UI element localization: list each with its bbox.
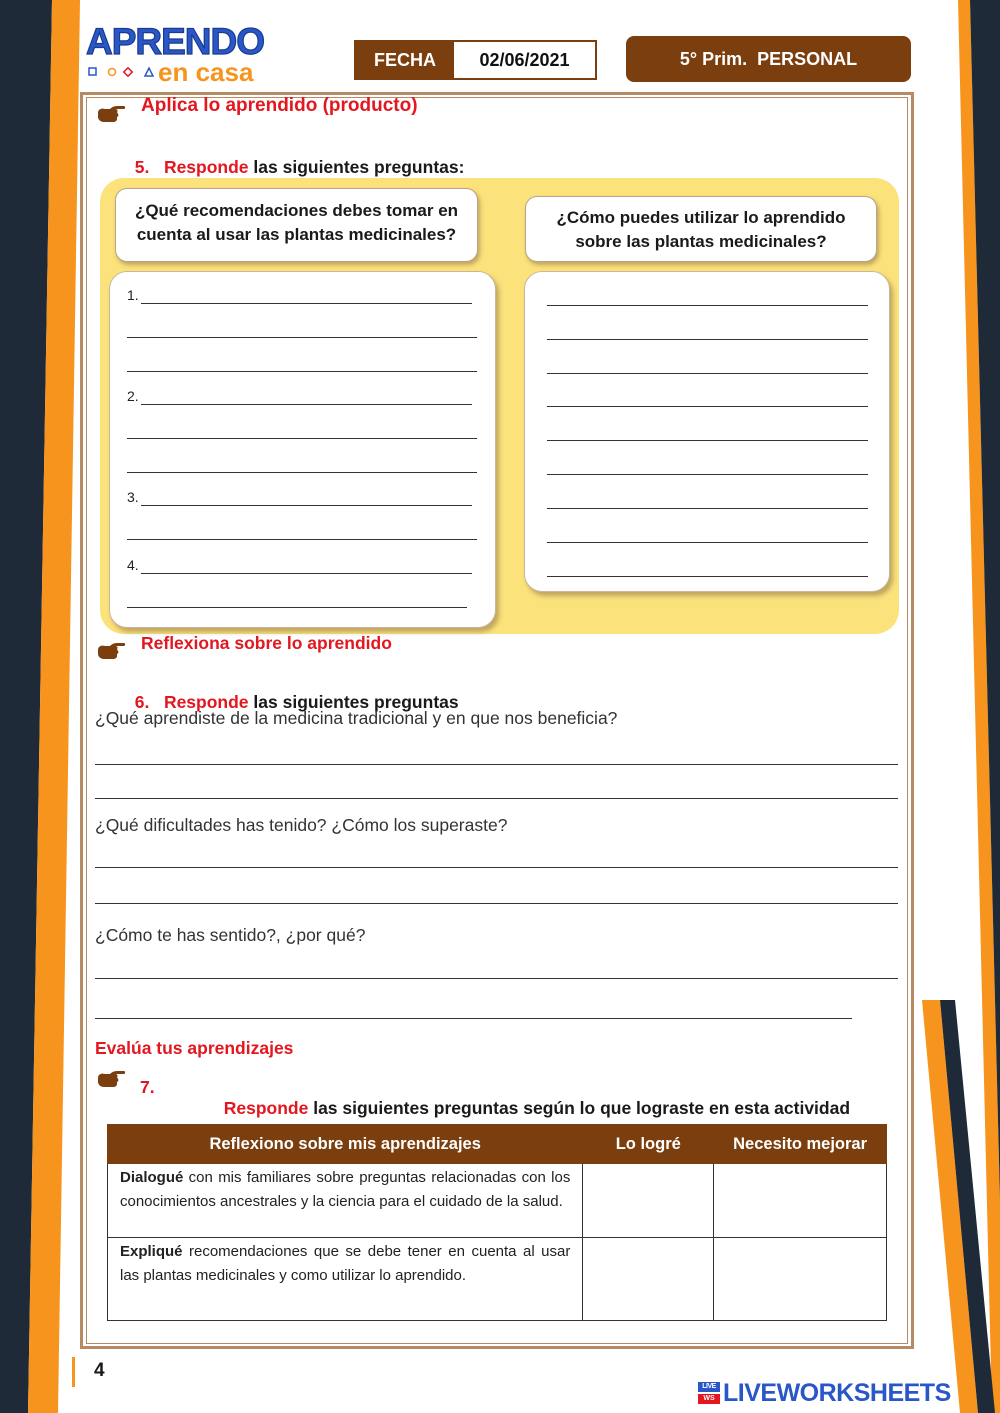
- instruction-5-verb: Responde: [163, 157, 249, 177]
- answer-line[interactable]: [95, 764, 898, 765]
- page-number: 4: [94, 1360, 105, 1381]
- pointing-hand-icon: [96, 103, 126, 125]
- pointing-hand-icon: [96, 1068, 126, 1090]
- instruction-5: [125, 136, 464, 178]
- brand-logo-top: LIVE: [698, 1382, 720, 1392]
- logo: [86, 21, 271, 87]
- answer-line[interactable]: [127, 371, 477, 372]
- right-question-header: ¿Cómo puedes utilizar lo aprendido sobre las plantas medicinales?: [525, 196, 877, 262]
- answer-line[interactable]: [127, 337, 477, 338]
- section-reflect-title: Reflexiona sobre lo aprendido: [141, 633, 392, 653]
- date-value: 02/06/2021: [479, 49, 570, 70]
- answer-line[interactable]: [547, 440, 868, 441]
- date-label: FECHA: [356, 42, 454, 78]
- brand-logo-bottom: WS: [698, 1394, 720, 1404]
- evaluation-table: [107, 1124, 887, 1321]
- row-text: con mis familiares sobre preguntas relacionadas con los conocimientos ancestrales y la ciencia para el cuidado de la salud.: [120, 1169, 571, 1210]
- check-cell-logre[interactable]: [583, 1238, 714, 1321]
- reflect-question-2: ¿Qué dificultades has tenido? ¿Cómo los superaste?: [95, 815, 508, 835]
- section-evaluate-title: Evalúa tus aprendizajes: [95, 1038, 294, 1058]
- table-row: [108, 1238, 887, 1321]
- answer-line[interactable]: [127, 472, 477, 473]
- table-header: Reflexiono sobre mis aprendizajes: [108, 1125, 583, 1164]
- table-cell-description: [108, 1164, 583, 1238]
- row-verb: Dialogué: [120, 1169, 184, 1186]
- liveworksheets-brand: [698, 1378, 951, 1408]
- answer-number-4: 4.: [127, 557, 139, 573]
- answer-number-2: 2.: [127, 388, 139, 404]
- answer-line[interactable]: [141, 573, 472, 574]
- reflect-question-3: ¿Cómo te has sentido?, ¿por qué?: [95, 925, 366, 945]
- instruction-5-number: 5.: [134, 157, 150, 177]
- table-row: [108, 1164, 887, 1238]
- answer-line[interactable]: [95, 867, 898, 868]
- row-text: recomendaciones que se debe tener en cuenta al usar las plantas medicinales y como utilizar lo aprendido.: [120, 1243, 571, 1284]
- answer-line[interactable]: [95, 798, 898, 799]
- answer-line[interactable]: [547, 373, 868, 374]
- section-apply-title: Aplica lo aprendido (producto): [141, 95, 418, 116]
- answer-line[interactable]: [547, 339, 868, 340]
- table-header: Necesito mejorar: [714, 1125, 887, 1164]
- answer-line[interactable]: [127, 539, 477, 540]
- right-stripe-decoration: [900, 0, 1000, 1413]
- page-number-bar: [72, 1357, 75, 1387]
- left-answer-box: [109, 271, 496, 628]
- check-cell-mejorar[interactable]: [714, 1238, 887, 1321]
- answer-line[interactable]: [547, 542, 868, 543]
- answer-line[interactable]: [547, 406, 868, 407]
- answer-line[interactable]: [127, 607, 467, 608]
- answer-number-3: 3.: [127, 489, 139, 505]
- grade-badge: 5° Prim. PERSONAL: [626, 36, 911, 82]
- pointing-hand-icon: [96, 640, 126, 662]
- answer-line[interactable]: [141, 505, 472, 506]
- left-question-header: ¿Qué recomendaciones debes tomar en cuenta al usar las plantas medicinales?: [115, 188, 478, 262]
- instruction-7-verb: Responde: [223, 1098, 309, 1118]
- brand-logo-icon: [698, 1382, 720, 1404]
- instruction-6: [125, 671, 459, 713]
- answer-line[interactable]: [95, 978, 898, 979]
- check-cell-logre[interactable]: [583, 1164, 714, 1238]
- instruction-7: [214, 1077, 850, 1119]
- logo-top-text: APRENDO: [86, 21, 265, 62]
- answer-line[interactable]: [547, 508, 868, 509]
- instruction-7-text: las siguientes preguntas según lo que lograste en esta actividad: [308, 1098, 851, 1118]
- answer-line[interactable]: [95, 1018, 852, 1019]
- answer-line[interactable]: [547, 576, 868, 577]
- table-cell-description: [108, 1238, 583, 1321]
- instruction-5-text: las siguientes preguntas:: [248, 157, 465, 177]
- logo-bottom-text: en casa: [158, 57, 254, 87]
- instruction-6-text: las siguientes preguntas: [248, 692, 459, 712]
- reflect-question-1: ¿Qué aprendiste de la medicina tradicional y en que nos beneficia?: [95, 708, 618, 728]
- answer-line[interactable]: [95, 903, 898, 904]
- answer-number-1: 1.: [127, 287, 139, 303]
- brand-text[interactable]: LIVEWORKSHEETS: [723, 1378, 951, 1407]
- row-verb: Expliqué: [120, 1243, 183, 1260]
- table-header-row: [108, 1125, 887, 1164]
- instruction-6-number: 6.: [134, 692, 150, 712]
- date-box: [354, 40, 597, 80]
- answer-line[interactable]: [127, 438, 477, 439]
- logo-shapes-icon: [88, 66, 158, 78]
- answer-line[interactable]: [547, 474, 868, 475]
- instruction-6-verb: Responde: [163, 692, 249, 712]
- instruction-7-number: 7.: [140, 1077, 155, 1097]
- left-stripe-decoration: [0, 0, 90, 1413]
- check-cell-mejorar[interactable]: [714, 1164, 887, 1238]
- table-header: Lo logré: [583, 1125, 714, 1164]
- answer-line[interactable]: [141, 303, 472, 304]
- right-answer-box: [524, 271, 890, 592]
- answer-line[interactable]: [141, 404, 472, 405]
- answer-line[interactable]: [547, 305, 868, 306]
